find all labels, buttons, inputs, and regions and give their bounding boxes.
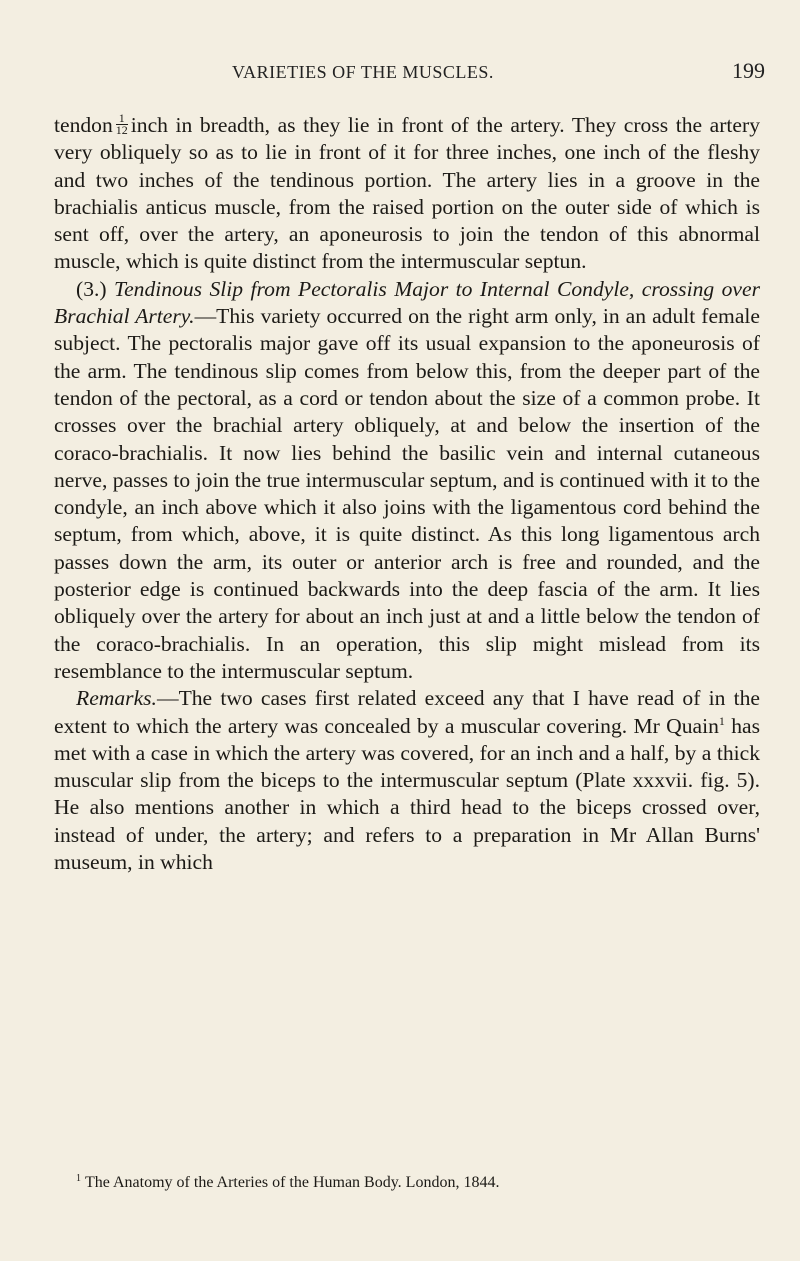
paragraph-3 bbox=[54, 685, 760, 876]
footnote bbox=[54, 1174, 760, 1192]
paragraph-1 bbox=[54, 112, 760, 276]
page-number: 199 bbox=[732, 58, 765, 83]
paragraph-2 bbox=[54, 276, 760, 685]
paragraph-1-text: inch in breadth, as they lie in front of the artery. They cross the artery very obliquely so as to lie in front of it for three inches, one inch of the fleshy and two inches of the tendinous portion. The artery lies in a groove in the brachialis anticus muscle, from the raised portion on the outer side of which is sent off, over the artery, an aponeurosis to join the tendon of this abnormal muscle, which is quite distinct from the intermuscular septun. bbox=[54, 113, 760, 274]
fraction-denominator: 12 bbox=[115, 123, 128, 137]
footnote-text: The Anatomy of the Arteries of the Human Body. London, 1844. bbox=[85, 1174, 500, 1191]
fraction-one-twelfth bbox=[116, 113, 128, 136]
paragraph-2-text: —This variety occurred on the right arm only, in an adult female subject. The pectoralis major gave off its usual expansion to the aponeurosis of the arm. The tendinous slip comes from below this, from the deeper part of the tendon of the pectoral, as a cord or tendon about the size of a common probe. It crosses over the brachial artery obliquely, at and below the insertion of the coraco-brachialis. It now lies behind the basilic vein and internal cutaneous nerve, passes to join the true intermuscular septum, and is continued with it to the condyle, an inch above which it also joins with the ligamentous cord behind the septum, from which, above, it is quite distinct. As this long ligamentous arch passes down the arm, its outer or anterior arch is free and rounded, and the posterior edge is continued backwards into the deep fascia of the arm. It lies obliquely over the artery for about an inch just at and a little below the tendon of the coraco-brachialis. In an operation, this slip might mislead from its resemblance to the intermuscular septum. bbox=[54, 304, 761, 683]
running-title: VARIETIES OF THE MUSCLES. bbox=[232, 62, 494, 82]
body-text bbox=[54, 112, 760, 876]
remarks-heading: Remarks. bbox=[76, 686, 157, 711]
paragraph-3-text-end: has met with a case in which the artery was covered, for an inch and a half, by a thick muscular slip from the biceps to the intermuscular septum (Plate xxxvii. fig. 5). He also mentions another in which a third head to the biceps crossed over, instead of under, the artery; and refers to a preparation in Mr Allan Burns' museum, in which bbox=[54, 713, 761, 875]
fraction-numerator: 1 bbox=[116, 113, 128, 125]
section-heading: Tendinous Slip from Pectoralis Major to Internal Condyle, crossing over Brachial Artery. bbox=[54, 276, 760, 329]
paragraph-1-start: tendon bbox=[54, 113, 113, 137]
footnote-marker: 1 bbox=[76, 1173, 81, 1184]
section-number: (3.) bbox=[76, 276, 107, 301]
footnote-reference[interactable]: 1 bbox=[718, 713, 725, 728]
paragraph-3-text-start: —The two cases first related exceed any that I have read of in the extent to which the artery was concealed by a muscular covering. Mr Quain bbox=[54, 686, 760, 738]
